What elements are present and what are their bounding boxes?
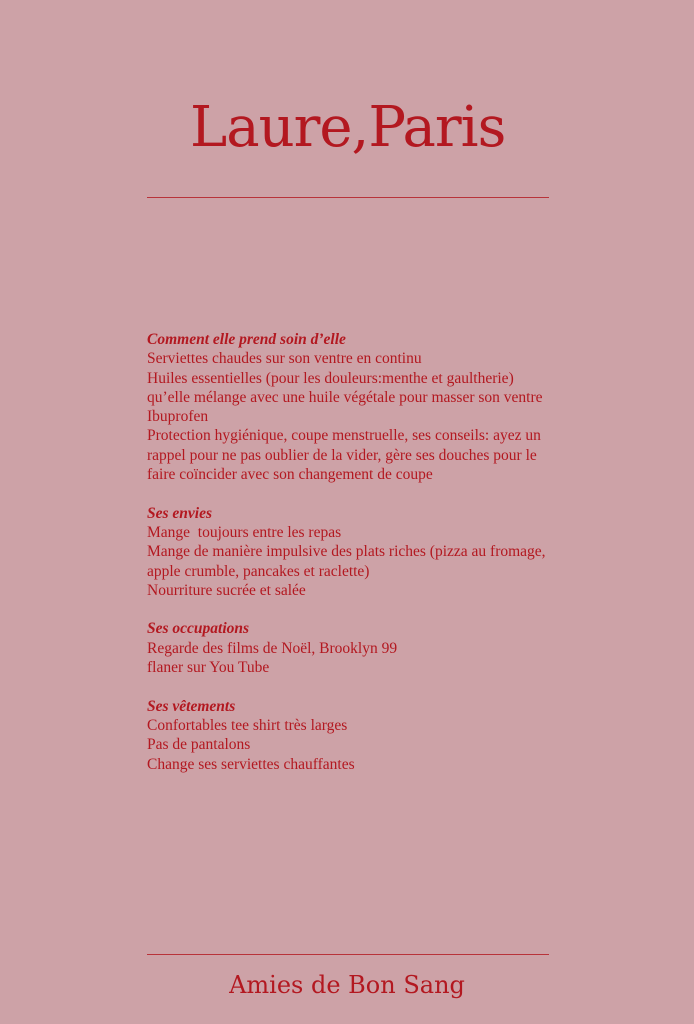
section-line: Nourriture sucrée et salée	[147, 581, 306, 599]
section-line: Pas de pantalons	[147, 736, 251, 754]
section-line: Confortables tee shirt très larges	[147, 716, 348, 734]
section-line: Ibuprofen	[147, 408, 209, 426]
bottom-divider	[147, 954, 549, 955]
section-line: qu’elle mélange avec une huile végétale pour masser son ventre	[147, 388, 543, 406]
section-line: rappel pour ne pas oublier de la vider, gère ses douches pour le	[147, 446, 537, 464]
section-line: apple crumble, pancakes et raclette)	[147, 562, 370, 580]
page-title: Laure,Paris	[190, 95, 506, 160]
section-line: Regarde des films de Noël, Brooklyn 99	[147, 639, 398, 657]
footer-brand: Amies de Bon Sang	[229, 971, 465, 999]
section-clothing	[147, 697, 587, 774]
section-heading: Comment elle prend soin d’elle	[147, 331, 346, 348]
top-divider	[147, 197, 549, 198]
section-line: Protection hygiénique, coupe menstruelle, ses conseils: ayez un	[147, 427, 541, 445]
section-line: faire coïncider avec son changement de coupe	[147, 466, 433, 484]
section-line: Huiles essentielles (pour les douleurs:menthe et gaultherie)	[147, 369, 514, 387]
section-heading: Ses envies	[147, 504, 213, 522]
section-line: Change ses serviettes chauffantes	[147, 755, 355, 773]
section-line: Serviettes chaudes sur son ventre en continu	[147, 350, 422, 368]
section-cravings	[147, 504, 587, 600]
section-line: Mange toujours entre les repas	[147, 523, 342, 541]
section-activities	[147, 619, 587, 677]
section-care	[147, 330, 587, 484]
section-line: Mange de manière impulsive des plats riches (pizza au fromage,	[147, 543, 546, 561]
content-body	[147, 330, 587, 793]
section-line: flaner sur You Tube	[147, 659, 270, 677]
section-heading: Ses occupations	[147, 620, 250, 638]
section-heading: Ses vêtements	[147, 697, 236, 715]
